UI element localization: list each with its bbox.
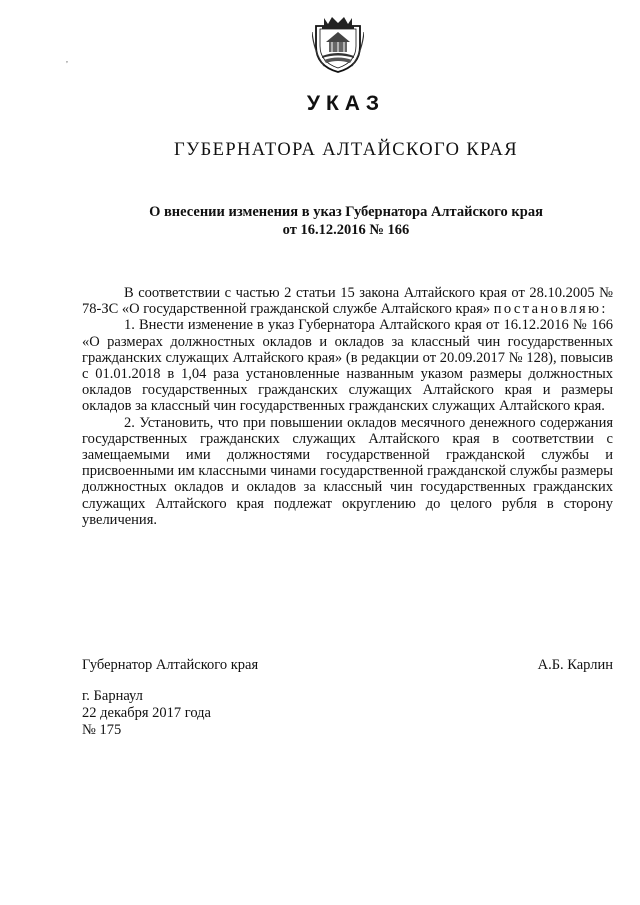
scan-mark: ,	[66, 55, 68, 64]
coat-of-arms-icon	[312, 12, 364, 74]
item-2-paragraph: 2. Установить, что при повышении окладов месячного денежного содержания государственных гражданских служащих Алтайского края в соответствии с замещаемыми ими должностями государственной гражданской службы и присвоенными им классными чинами государственной гражданской службы размеры должностных окладов и окладов за классный чин государственных гражданских служащих Алтайского края подлежат округлению до целого рубля в сторону увеличения.	[82, 414, 613, 528]
issuer-heading: ГУБЕРНАТОРА АЛТАЙСКОГО КРАЯ	[174, 140, 518, 160]
signatory-name: А.Б. Карлин	[537, 657, 613, 673]
decree-word: постановляю:	[493, 301, 608, 318]
decree-number: № 175	[82, 722, 122, 738]
document-subject	[80, 203, 612, 239]
place-date-block	[82, 688, 211, 739]
item-1-paragraph: 1. Внести изменение в указ Губернатора Алтайского края от 16.12.2016 № 166 «О размерах должностных окладов и окладов за классный чин государственных гражданских служащих Алтайского края» (в редакции от 20.09.2017 № 128), повысив с 01.01.2018 в 1,04 раза установленные названным указом размеры должностных окладов государственных гражданских служащих Алтайского края и размеры окладов за классный чин государственных гражданских служащих Алтайского края.	[82, 317, 613, 415]
document-type-heading: УКАЗ	[306, 92, 386, 115]
document-body	[82, 285, 613, 528]
subject-line-2: от 16.12.2016 № 166	[282, 222, 410, 238]
subject-line-1: О внесении изменения в указ Губернатора Алтайского края	[149, 204, 543, 220]
preamble-text: В соответствии с частью 2 статьи 15 закона Алтайского края от 28.10.2005 № 78-ЗС «О государственной гражданской службе Алтайского края»	[82, 285, 613, 318]
issue-city: г. Барнаул	[82, 688, 143, 704]
signature-block	[82, 657, 613, 674]
preamble-paragraph	[82, 285, 613, 317]
signatory-position: Губернатор Алтайского края	[82, 657, 259, 673]
issue-date: 22 декабря 2017 года	[82, 705, 211, 721]
